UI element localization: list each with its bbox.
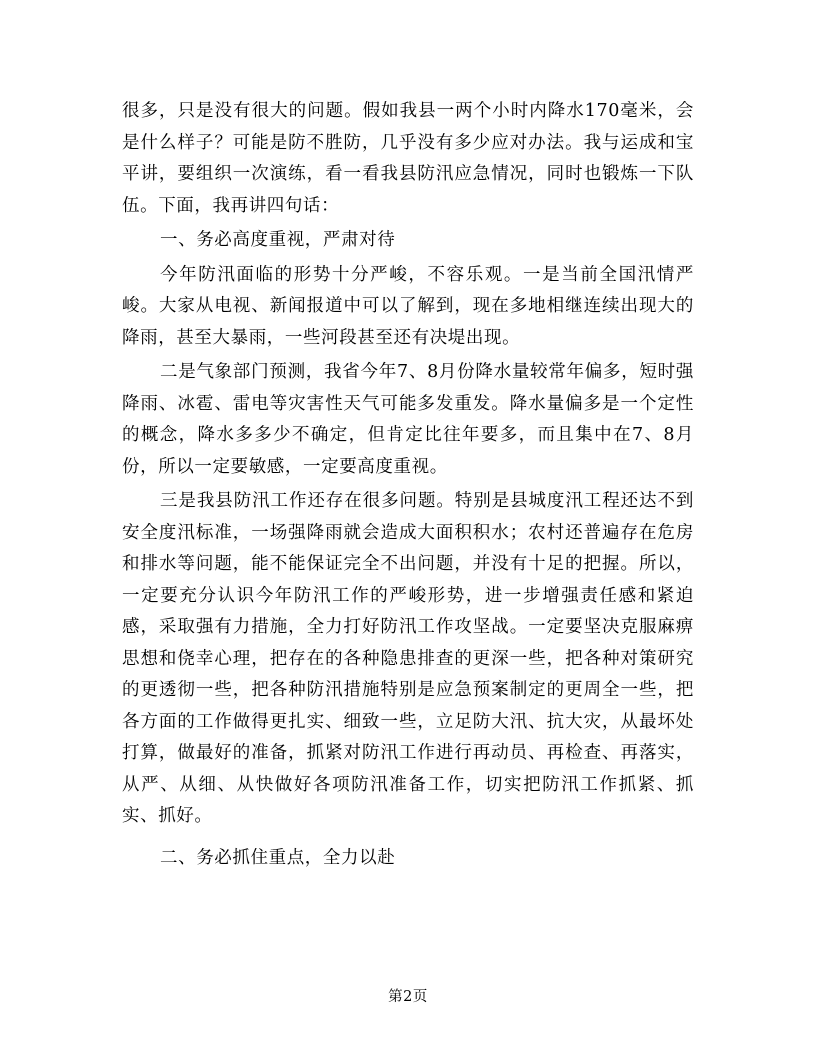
section-heading-2: 二、务必抓住重点，全力以赴 [160,847,396,868]
document-body [122,96,694,874]
paragraph-problems: 三是我县防汛工作还存在很多问题。特别是县城度汛工程还达不到安全度汛标准，一场强降雨就会造成大面积积水；农村还普遍存在危房和排水等问题，能不能保证完全不出问题，并没有十足的把握。所以，一定要充分认识今年防汛工作的严峻形势，进一步增强责任感和紧迫感，采取强有力措施，全力打好防汛工作攻坚战。一定要坚决克服麻痹思想和侥幸心理，把存在的各种隐患排查的更深一些，把各种对策研究的更透彻一些，把各种防汛措施特别是应急预案制定的更周全一些，把各方面的工作做得更扎实、细致一些，立足防大汛、抗大灾，从最坏处打算，做最好的准备，抓紧对防汛工作进行再动员、再检查、再落实，从严、从细、从快做好各项防汛准备工作，切实把防汛工作抓紧、抓实、抓好。 [122,491,694,826]
paragraph-continuation: 很多，只是没有很大的问题。假如我县一两个小时内降水170毫米，会是什么样子？可能是防不胜防，几乎没有多少应对办法。我与运成和宝平讲，要组织一次演练，看一看我县防汛应急情况，同时也锻炼一下队伍。下面，我再讲四句话： [122,101,694,216]
paragraph-forecast: 二是气象部门预测，我省今年7、8月份降水量较常年偏多，短时强降雨、冰雹、雷电等灾害性天气可能多发重发。降水量偏多是一个定性的概念，降水多多少不确定，但肯定比往年要多，而且集中在7、8月份，所以一定要敏感，一定要高度重视。 [122,362,695,477]
section-heading-1: 一、务必高度重视，严肃对待 [160,230,396,250]
page-number: 第2页 [388,989,428,1005]
paragraph-situation: 今年防汛面临的形势十分严峻，不容乐观。一是当前全国汛情严峻。大家从电视、新闻报道中可以了解到，现在多地相继连续出现大的降雨，甚至大暴雨，一些河段甚至还有决堤出现。 [122,264,694,348]
